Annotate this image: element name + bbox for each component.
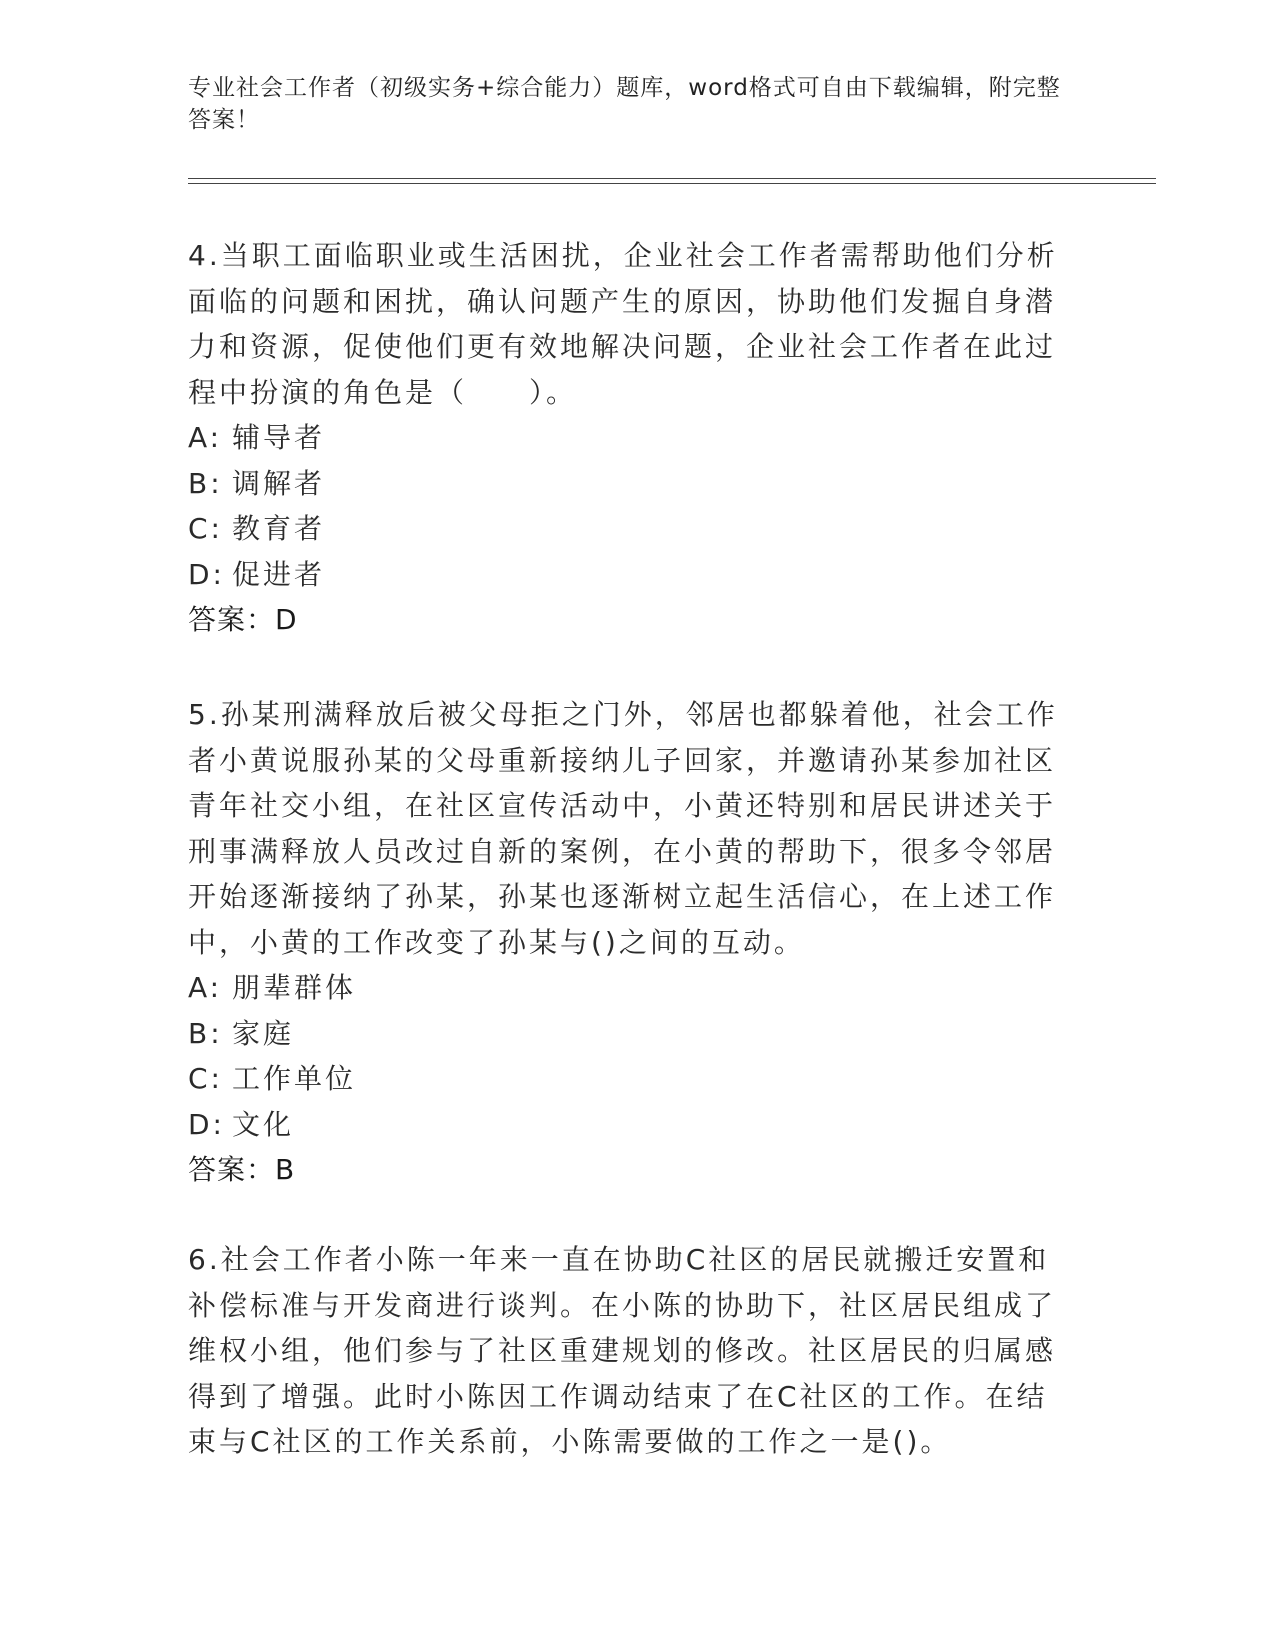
option-text: 辅导者 bbox=[232, 421, 326, 454]
option-letter: C: bbox=[188, 512, 223, 545]
option-text: 家庭 bbox=[232, 1016, 295, 1050]
option-c bbox=[188, 506, 1068, 552]
header-divider-top bbox=[188, 178, 1156, 179]
question-6 bbox=[188, 1237, 1068, 1465]
option-c bbox=[188, 1056, 1068, 1102]
option-a bbox=[188, 965, 1068, 1011]
question-stem: 5.孙某刑满释放后被父母拒之门外，邻居也都躲着他，社会工作者小黄说服孙某的父母重新接纳儿子回家，并邀请孙某参加社区青年社交小组，在社区宣传活动中，小黄还特别和居民讲述关于刑事满释放人员改过自新的案例，在小黄的帮助下，很多令邻居开始逐渐接纳了孙某，孙某也逐渐树立起生活信心，在上述工作中，小黄的工作改变了孙某与()之间的互动。 bbox=[188, 698, 1058, 959]
question-5 bbox=[188, 692, 1068, 1193]
option-text: 促进者 bbox=[232, 557, 326, 591]
question-stem: 6.社会工作者小陈一年来一直在协助C社区的居民就搬迁安置和补偿标准与开发商进行谈判。在小陈的协助下，社区居民组成了维权小组，他们参与了社区重建规划的修改。社区居民的归属感得到了增强。此时小陈因工作调动结束了在C社区的工作。在结束与C社区的工作关系前，小陈需要做的工作之一是()。 bbox=[188, 1243, 1057, 1458]
option-d bbox=[188, 1102, 1068, 1148]
option-b bbox=[188, 461, 1068, 507]
option-letter: C: bbox=[188, 1062, 223, 1095]
question-4 bbox=[188, 233, 1068, 643]
option-letter: B: bbox=[188, 466, 223, 500]
option-text: 调解者 bbox=[232, 466, 326, 500]
document-header: 专业社会工作者（初级实务+综合能力）题库，word格式可自由下载编辑，附完整答案！ bbox=[188, 75, 1061, 133]
option-b bbox=[188, 1011, 1068, 1057]
option-text: 朋辈群体 bbox=[232, 971, 357, 1004]
option-letter: A: bbox=[188, 421, 223, 454]
option-letter: B: bbox=[188, 1016, 223, 1050]
option-text: 教育者 bbox=[232, 512, 326, 545]
option-letter: A: bbox=[188, 971, 223, 1004]
option-d bbox=[188, 552, 1068, 598]
header-divider-bottom bbox=[188, 183, 1156, 184]
option-letter: D: bbox=[188, 557, 225, 591]
answer-line: 答案：B bbox=[188, 1153, 296, 1186]
option-letter: D: bbox=[188, 1107, 225, 1141]
option-text: 文化 bbox=[232, 1107, 295, 1141]
answer-line: 答案：D bbox=[188, 603, 298, 636]
option-a bbox=[188, 415, 1068, 461]
option-text: 工作单位 bbox=[232, 1062, 357, 1095]
question-stem: 4.当职工面临职业或生活困扰，企业社会工作者需帮助他们分析面临的问题和困扰，确认问题产生的原因，协助他们发掘自身潜力和资源，促使他们更有效地解决问题，企业社会工作者在此过程中扮演的角色是（ ）。 bbox=[188, 239, 1058, 409]
